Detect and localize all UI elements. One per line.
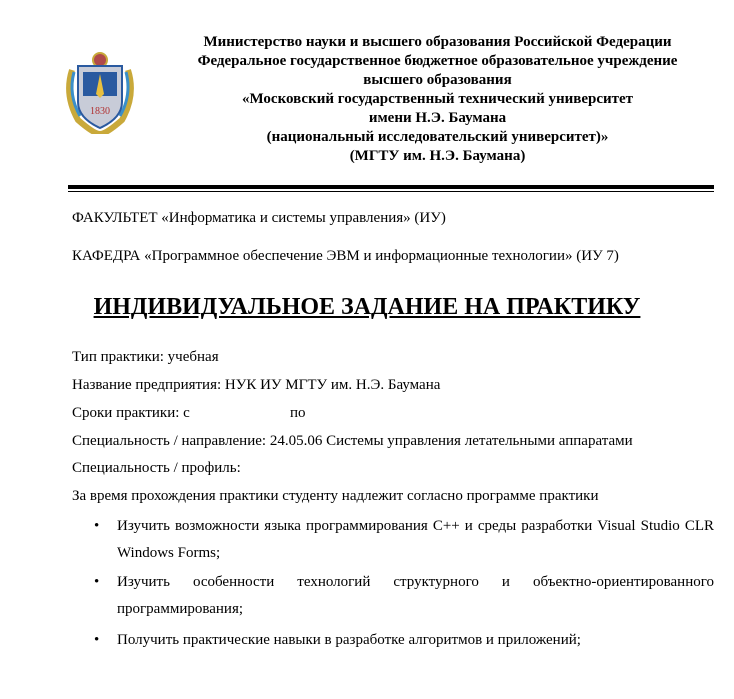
header-line: Министерство науки и высшего образования Российской Федерации: [203, 34, 672, 50]
faculty-line: ФАКУЛЬТЕТ «Информатика и системы управления» (ИУ): [72, 210, 446, 226]
company-name: Название предприятия: НУК ИУ МГТУ им. Н.Э. Баумана: [72, 377, 441, 393]
header-line: высшего образования: [363, 72, 512, 88]
document-title: ИНДИВИДУАЛЬНОЕ ЗАДАНИЕ НА ПРАКТИКУ: [93, 294, 641, 320]
task-list-item: • Получить практические навыки в разработке алгоритмов и приложений;: [72, 627, 714, 654]
header-line: (МГТУ им. Н.Э. Баумана): [349, 148, 526, 164]
specialty-direction: Специальность / направление: 24.05.06 Системы управления летательными аппаратами: [72, 433, 633, 449]
header-line: Федеральное государственное бюджетное образовательное учреждение: [197, 53, 678, 69]
bullet-icon: •: [94, 632, 100, 648]
bullet-icon: •: [94, 574, 100, 590]
practice-type: Тип практики: учебная: [72, 349, 219, 365]
practice-dates-to: по: [290, 405, 306, 421]
header-line: (национальный исследовательский университет)»: [266, 129, 609, 145]
ministry-header: [160, 33, 715, 166]
task-list-item: • Изучить особенности технологий структурного и объектно-ориентированного программирования;: [72, 569, 714, 623]
department-line: КАФЕДРА «Программное обеспечение ЭВМ и информационные технологии» (ИУ 7): [72, 248, 619, 264]
task-list-item: • Изучить возможности языка программирования С++ и среды разработки Visual Studio CLR Windows Forms;: [72, 513, 714, 567]
logo-year: 1830: [90, 106, 110, 117]
tasks-intro: За время прохождения практики студенту надлежит согласно программе практики: [72, 488, 599, 504]
university-emblem-logo: [64, 50, 136, 134]
practice-dates-from: Сроки практики: с: [72, 405, 190, 421]
header-line: «Московский государственный технический университет: [241, 91, 634, 107]
specialty-profile: Специальность / профиль:: [72, 460, 241, 476]
bullet-icon: •: [94, 518, 100, 534]
header-divider-thick: [68, 185, 714, 189]
header-line: имени Н.Э. Баумана: [368, 110, 507, 126]
header-divider-thin: [68, 191, 714, 192]
